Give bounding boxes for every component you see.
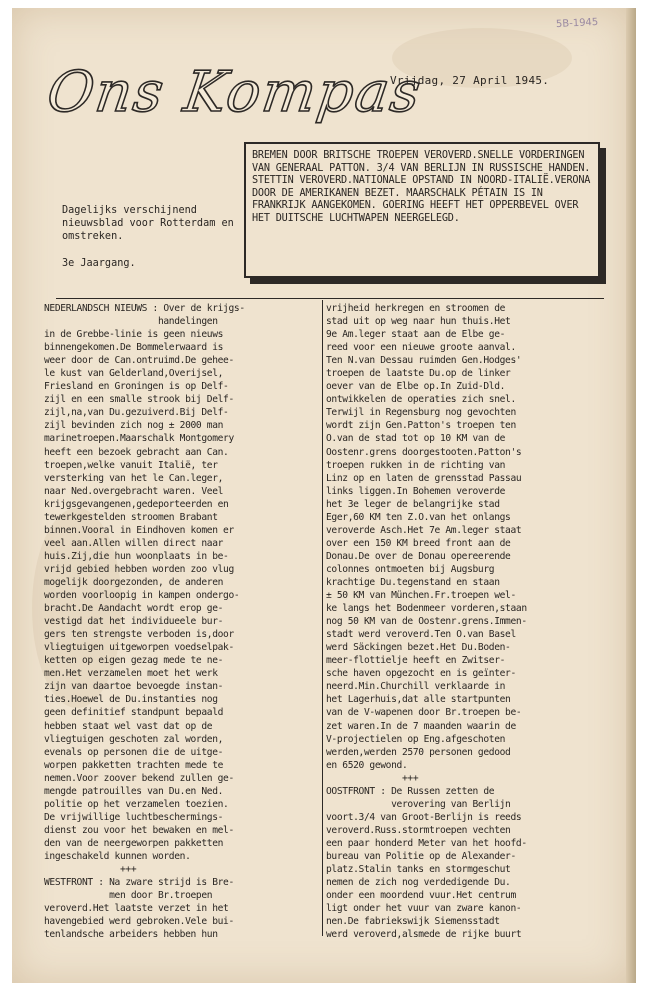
right-column-text: vrijheid herkregen en stroomen de stad uit op weg naar hun thuis.Het 9e Am.leger staat aan de Elbe ge- reed voor een nieuwe groote aanval. Ten N.van Dessau ruimden Gen.Hodges' troepen de laatste Du.op de linker oever van de Elbe op.In Zuid-Dld. ontwikkelen de operaties zich snel. Terwijl in Regensburg nog gevochten wordt zijn Gen.Patton's troepen ten O.van de stad tot op 10 KM van de Oostenr.grens doorgestooten.Patton's troepen rukken in de richting van Linz op en laten de grensstad Passau links liggen.In Bohemen veroverde het 3e leger de belangrijke stad Eger,60 KM ten Z.O.van het onlangs veroverde Asch.Het 7e Am.leger staat over een 150 KM breed front aan de Donau.De over de Donau opereerende colonnes ontmoeten bij Augsburg krachtige Du.tegenstand en staan ± 50 KM van München.Fr.troepen wel- ke langs het Bodenmeer vorderen,staan nog 50 KM van de Oostenr.grens.Immen- stadt werd veroverd.Ten O.van Basel werd Säckingen bezet.Het Du.Boden- meer-flottielje heeft en Zwitser- sche haven opgezocht en is geïnter- neerd.Min.Churchill verklaarde in het Lagerhuis,dat alle startpunten van de V-wapenen door Br.troepen be- zet waren.In de 7 maanden waarin de V-projectielen op Eng.afgeschoten werden,werden 2570 personen gedood en 6520 gewond. +++ OOSTFRONT : De Russen zetten de verovering van Berlijn voort.3/4 van Groot-Berlijn is reeds veroverd.Russ.stormtroepen vechten een paar honderd Meter van het hoofd- bureau van Politie op de Alexander- platz.Stalin tanks en stormgeschut nemen de zich nog verdedigende Du. onder een moordend vuur.Het centrum ligt onder het vuur van zware kanon- nen.De fabriekswijk Siemensstadt werd veroverd,alsmede de rijke buurt xyxy=(326,303,527,941)
left-column-text: NEDERLANDSCH NIEUWS : Over de krijgs- handelingen in de Grebbe-linie is geen nieuws binnengekomen.De Bommelerwaard is weer door de Can.ontruimd.De gehee- le kust van Gelderland,Overijsel, Friesland en Groningen is op Delf- zijl en een smalle strook bij Delf- zijl,na,van Du.gezuiverd.Bij Delf- zijl bevinden zich nog ± 2000 man marinetroepen.Maarschalk Montgomery heeft een bezoek gebracht aan Can. troepen,welke vanuit Italië, ter versterking van het le Can.leger, naar Ned.overgebracht waren. Veel krijgsgevangenen,gedeporteerden en tewerkgestelden stroomen Brabant binnen.Vooral in Eindhoven komen er veel aan.Allen willen direct naar huis.Zij,die hun woonplaats in be- vrijd gebied hebben worden zoo vlug mogelijk doorgezonden, de anderen worden voorloopig in kampen ondergo- bracht.De Aandacht wordt erop ge- vestigd dat het individueele bur- gers ten strengste verboden is,door vliegtuigen uitgeworpen voedselpak- ketten op eigen gezag mede te ne- men.Het verzamelen moet het werk zijn van daartoe bevoegde instan- ties.Hoewel de Du.instanties nog geen definitief standpunt bepaald hebben staat wel vast dat op de vliegtuigen geschoten zal worden, evenals op personen die de uitge- worpen pakketten trachten mede te nemen.Voor zoover bekend zullen ge- mengde patrouilles van Du.en Ned. politie op het verzamelen toezien. De vrijwillige luchtbeschermings- dienst zou voor het bewaken en mel- den van de neergeworpen pakketten ingeschakeld kunnen worden. +++ WESTFRONT : Na zware strijd is Bre- men door Br.troepen veroverd.Het laatste verzet in het havengebied werd gebroken.Vele bui- tenlandsche arbeiders hebben hun xyxy=(44,303,245,941)
headline-text: BREMEN DOOR BRITSCHE TROEPEN VEROVERD.SNELLE VORDERINGEN VAN GENERAAL PATTON. 3/4 VAN BERLIJN IN RUSSISCHE HANDEN. STETTIN VEROVERD.NATIONALE OPSTAND IN NOORD-ITALIË.VERONA DOOR DE AMERIKANEN BEZET. MAARSCHALK PÉTAIN IS IN FRANKRIJK AANGEKOMEN. GOERING HEEFT HET OPPERBEVEL OVER HET DUITSCHE LUCHTWAPEN NEERGELEGD. xyxy=(252,150,591,224)
column-divider xyxy=(322,300,323,936)
archive-annotation: 5B-1945 xyxy=(555,16,599,31)
volume-label: 3e Jaargang. xyxy=(62,258,136,269)
issue-date: Vrijdag, 27 April 1945. xyxy=(390,74,550,87)
header-rule xyxy=(56,298,604,299)
masthead xyxy=(43,60,448,140)
page-edge xyxy=(626,8,636,983)
headline-box xyxy=(244,142,600,278)
subtitle: Dagelijks verschijnend nieuwsblad voor Rotterdam en omstreken. xyxy=(62,205,234,242)
masthead-title: Ons Kompas xyxy=(43,60,427,125)
